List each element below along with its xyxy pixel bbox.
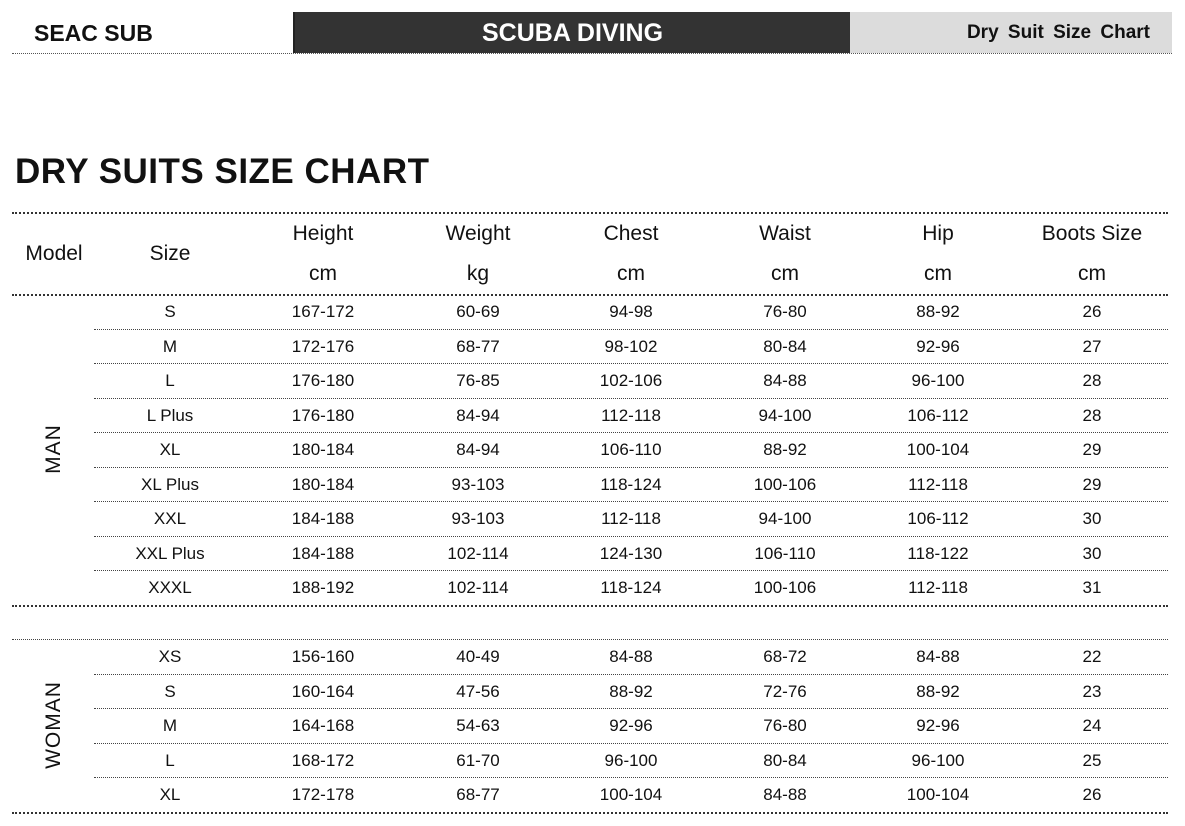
table-cell: 22 [1082, 647, 1102, 666]
row-divider [94, 363, 1168, 364]
column-header-height: Height [292, 222, 354, 245]
column-header-model: Model [25, 242, 83, 265]
table-cell: 80-84 [763, 336, 807, 356]
document-name: Dry Suit Size Chart [966, 22, 1150, 43]
spacer-divider [12, 639, 1168, 640]
table-cell: 172-178 [291, 785, 355, 804]
row-divider [94, 743, 1168, 744]
table-cell: 102-114 [447, 543, 509, 563]
table-cell: 112-118 [908, 578, 968, 597]
table-cell: 84-88 [609, 647, 653, 666]
table-cell: 88-92 [916, 302, 960, 321]
table-cell: XXXL [148, 578, 192, 597]
table-cell: 106-112 [907, 509, 969, 528]
table-cell: 184-188 [291, 509, 355, 528]
row-divider [94, 432, 1168, 433]
row-divider [94, 398, 1168, 399]
table-cell: 60-69 [456, 302, 500, 321]
table-cell: 94-100 [758, 405, 812, 425]
table-cell: L [165, 371, 175, 390]
table-cell: 84-88 [763, 785, 807, 804]
header-doc-cell [850, 12, 1172, 53]
table-cell: 102-106 [599, 371, 663, 390]
table-cell: 112-118 [601, 509, 661, 528]
table-cell: 40-49 [456, 647, 500, 666]
table-cell: 100-106 [753, 578, 817, 597]
table-cell: 94-98 [609, 302, 653, 321]
table-cell: 72-76 [763, 681, 807, 701]
table-cell: S [164, 302, 176, 321]
table-cell: 112-118 [908, 474, 968, 494]
row-divider [94, 570, 1168, 571]
table-cell: 96-100 [911, 750, 965, 770]
model-label-woman: WOMAN [42, 681, 65, 770]
table-cell: 184-188 [291, 543, 355, 563]
table-cell: 106-110 [754, 543, 816, 563]
table-cell: 88-92 [916, 681, 960, 701]
table-cell: 92-96 [916, 336, 960, 356]
column-unit-hip: cm [924, 262, 952, 285]
table-cell: 84-88 [763, 371, 807, 390]
table-cell: XL Plus [141, 474, 199, 494]
table-cell: 100-104 [599, 785, 663, 804]
table-cell: 164-168 [291, 716, 355, 735]
page-title: DRY SUITS SIZE CHART [15, 152, 430, 191]
table-cell: 26 [1082, 302, 1102, 321]
table-cell: L [165, 750, 175, 770]
table-cell: 180-184 [291, 440, 355, 459]
table-cell: 29 [1082, 440, 1102, 459]
table-cell: 76-80 [763, 716, 807, 735]
column-unit-waist: cm [771, 262, 799, 285]
header-bar [12, 12, 1172, 54]
column-unit-boots-size: cm [1078, 262, 1106, 285]
table-cell: 84-94 [456, 440, 500, 459]
table-cell: 93-103 [451, 509, 505, 528]
table-cell: 31 [1082, 578, 1102, 597]
row-divider [94, 536, 1168, 537]
row-divider [94, 501, 1168, 502]
column-header-hip: Hip [922, 222, 954, 245]
table-cell: 92-96 [609, 716, 653, 735]
table-cell: 156-160 [291, 647, 355, 666]
table-cell: 188-192 [291, 578, 355, 597]
table-cell: 80-84 [763, 750, 807, 770]
table-cell: 100-104 [906, 440, 970, 459]
column-header-weight: Weight [445, 222, 511, 245]
table-cell: 84-94 [456, 405, 500, 425]
column-header-boots-size: Boots Size [1041, 222, 1143, 245]
header-brand-cell [12, 12, 293, 53]
row-divider [94, 708, 1168, 709]
table-cell: 84-88 [916, 647, 960, 666]
table-cell: 106-112 [907, 405, 969, 425]
column-unit-chest: cm [617, 262, 645, 285]
table-cell: 118-124 [600, 578, 662, 597]
table-cell: 102-114 [447, 578, 509, 597]
table-cell: 68-72 [763, 647, 807, 666]
table-cell: XXL Plus [135, 543, 205, 563]
table-cell: 96-100 [604, 750, 658, 770]
row-divider [94, 777, 1168, 778]
table-cell: M [162, 716, 178, 735]
table-cell: S [164, 681, 176, 701]
table-cell: 124-130 [599, 543, 663, 563]
table-cell: XL [159, 440, 181, 459]
table-cell: 68-77 [456, 785, 500, 804]
table-cell: 25 [1082, 750, 1102, 770]
header-section-cell [293, 12, 852, 53]
table-cell: XXL [153, 509, 187, 528]
table-cell: 176-180 [291, 405, 355, 425]
column-header-size: Size [149, 242, 191, 265]
table-cell: 68-77 [456, 336, 500, 356]
table-cell: L Plus [146, 405, 194, 425]
header-bottom-rule [12, 294, 1168, 296]
table-cell: 30 [1082, 509, 1102, 528]
table-cell: 47-56 [456, 681, 500, 701]
section-name: SCUBA DIVING [481, 19, 664, 47]
table-cell: 94-100 [758, 509, 812, 528]
table-cell: 88-92 [609, 681, 653, 701]
table-cell: 100-104 [906, 785, 970, 804]
table-cell: 76-85 [456, 371, 500, 390]
row-divider [94, 674, 1168, 675]
table-cell: 29 [1082, 474, 1102, 494]
table-cell: 54-63 [456, 716, 500, 735]
table-cell: 93-103 [451, 474, 505, 494]
table-cell: 180-184 [291, 474, 355, 494]
table-cell: 61-70 [456, 750, 500, 770]
table-cell: 106-110 [600, 440, 662, 459]
table-cell: 27 [1082, 336, 1102, 356]
table-cell: 176-180 [291, 371, 355, 390]
brand-name: SEAC SUB [34, 20, 153, 46]
group-bottom-rule [12, 605, 1168, 607]
row-divider [94, 329, 1168, 330]
column-unit-weight: kg [466, 262, 490, 285]
table-cell: 98-102 [604, 336, 658, 356]
table-cell: 92-96 [916, 716, 960, 735]
table-cell: 28 [1082, 405, 1102, 425]
model-label-man: MAN [42, 424, 65, 475]
group-bottom-rule [12, 812, 1168, 814]
table-top-rule [12, 212, 1168, 214]
column-unit-height: cm [309, 262, 337, 285]
table-cell: 96-100 [911, 371, 965, 390]
table-cell: 168-172 [291, 750, 355, 770]
table-cell: 88-92 [763, 440, 807, 459]
table-cell: 172-176 [291, 336, 355, 356]
row-divider [94, 467, 1168, 468]
column-header-waist: Waist [759, 222, 811, 245]
table-cell: 23 [1082, 681, 1102, 701]
table-cell: 26 [1082, 785, 1102, 804]
column-header-chest: Chest [603, 222, 659, 245]
table-cell: 76-80 [763, 302, 807, 321]
table-cell: 112-118 [601, 405, 661, 425]
table-cell: 100-106 [753, 474, 817, 494]
table-cell: 118-124 [600, 474, 662, 494]
table-cell: 118-122 [907, 543, 969, 563]
table-cell: M [162, 336, 178, 356]
table-cell: XS [158, 647, 182, 666]
table-cell: 167-172 [291, 302, 355, 321]
table-cell: 160-164 [291, 681, 355, 701]
table-cell: 24 [1082, 716, 1102, 735]
table-cell: XL [159, 785, 181, 804]
table-cell: 30 [1082, 543, 1102, 563]
table-cell: 28 [1082, 371, 1102, 390]
